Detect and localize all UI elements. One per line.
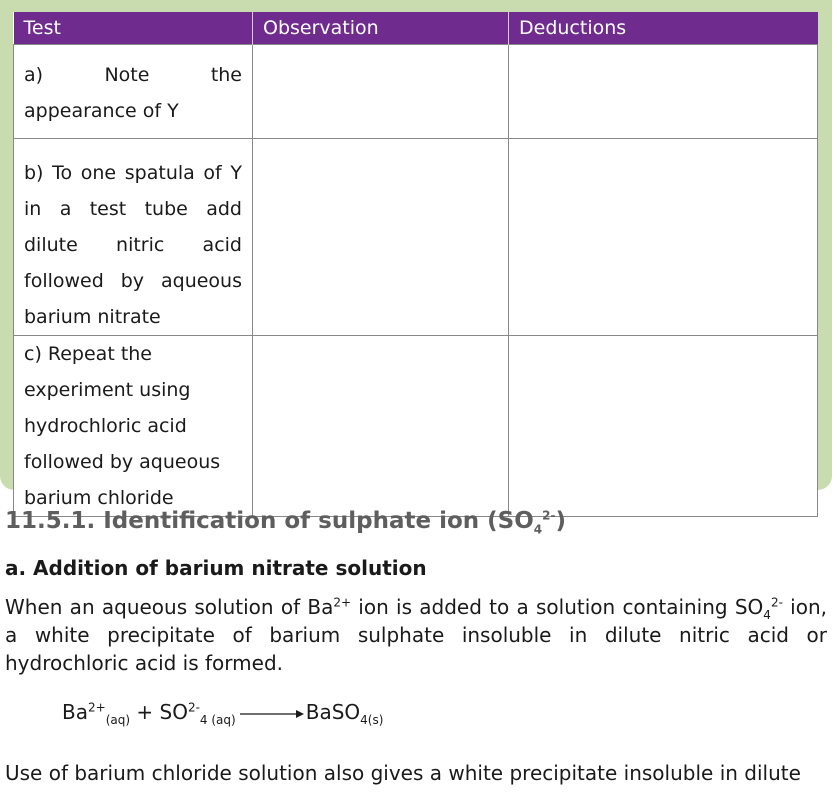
observation-cell — [253, 45, 509, 139]
deduction-cell — [509, 45, 818, 139]
observation-table — [13, 12, 818, 517]
test-text: c) Repeat the experiment using hydrochloric acid followed by aqueous barium chloride — [24, 343, 221, 509]
test-text: b) To one spatula of Y in a test tube add dilute nitric acid followed by aqueous barium nitrate — [24, 162, 242, 328]
test-cell — [14, 336, 253, 517]
observation-cell — [253, 139, 509, 336]
test-cell — [14, 139, 253, 336]
subsection-heading: a. Addition of barium nitrate solution — [5, 556, 427, 580]
column-header-test: Test — [14, 12, 253, 45]
test-cell — [14, 45, 253, 139]
observation-cell — [253, 336, 509, 517]
deduction-cell — [509, 336, 818, 517]
deduction-cell — [509, 139, 818, 336]
table-row — [14, 139, 818, 336]
column-header-observation: Observation — [253, 12, 509, 45]
test-text: a) Note the appearance of Y — [24, 64, 242, 122]
chemical-equation: $Ba^{2+}_{(aq)} + SO^{2-}_{4 (aq)}$ BaSO$_{4(s)}$ — [62, 700, 384, 727]
reaction-arrow-icon — [240, 708, 304, 720]
paragraph-barium-nitrate: When an aqueous solution of $Ba^{2+}$ ion is added to a solution containing $SO_4^{2-}$ ion, a white precipitate of barium sulphate insoluble in dilute nitric acid or hydrochloric acid is formed. — [5, 595, 827, 675]
table-row — [14, 45, 818, 139]
table-row — [14, 336, 818, 517]
paragraph-barium-chloride: Use of barium chloride solution also gives a white precipitate insoluble in dilute — [5, 761, 801, 785]
column-header-deductions: Deductions — [509, 12, 818, 45]
table-header-row — [14, 12, 818, 45]
section-heading: 11.5.1. Identification of sulphate ion $(SO_4^{2-})$ — [5, 508, 567, 537]
